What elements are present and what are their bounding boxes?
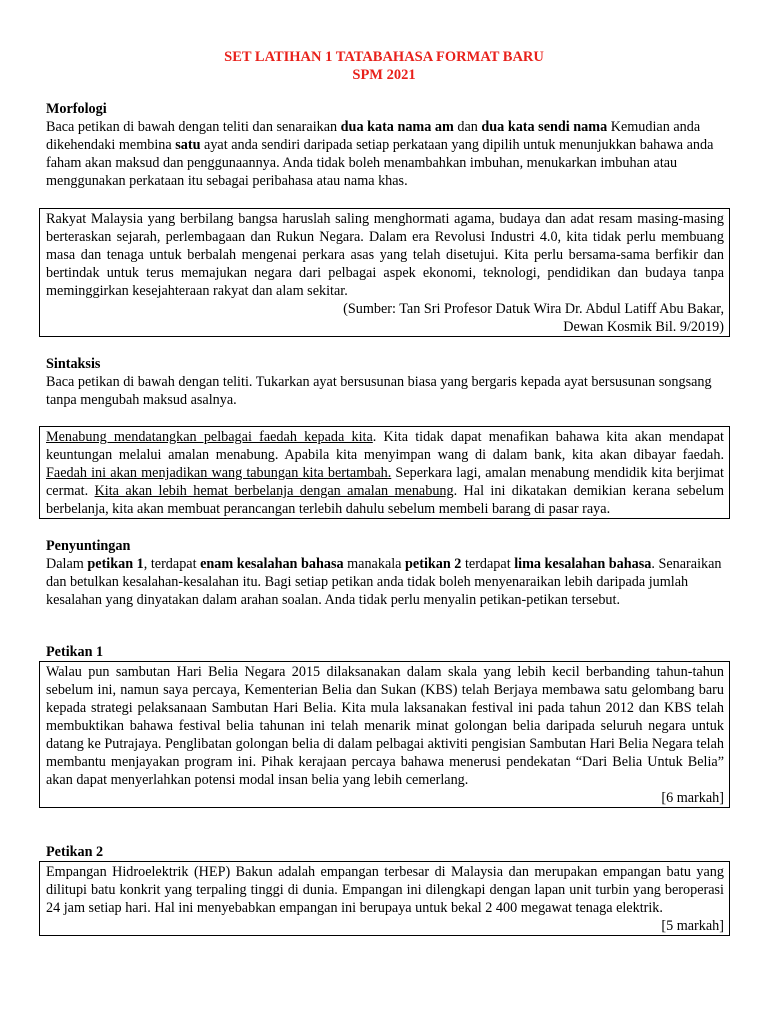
text-run: . Hal ini dikatakan demikian kerana sebelum berbelanja, kita akan membuat perancangan terlebih dahulu sebelum membeli barang di pasar raya. bbox=[46, 483, 724, 517]
petikan1-text: Walau pun sambutan Hari Belia Negara 2015 dilaksanakan dalam skala yang lebih kecil berbanding tahun-tahun sebelum ini, namun saya percaya, Kementerian Belia dan Sukan (KBS) telah Berjaya membawa satu gelombang baru kepada strategi pelaksanaan Sambutan Hari Belia. Kita mula laksanakan festival ini pada tahun 2012 dan KBS telah membuktikan bahawa festival belia tahunan ini telah menarik minat golongan belia daripada seluruh negara untuk datang ke Putrajaya. Penglibatan golongan belia di dalam pelbagai aktiviti pengisian Sambutan Hari Belia Negara telah membantu menjayakan program ini. Pihak kerajaan percaya bahawa menerusi pendekatan “Dari Belia Untuk Belia” akan dapat menyerlahkan potensi modal insan belia yang lebih cemerlang. bbox=[46, 664, 724, 788]
petikan1-marks: [6 markah] bbox=[661, 790, 724, 806]
underlined-sentence: Faedah ini akan menjadikan wang tabungan kita bertambah. bbox=[46, 465, 392, 481]
petikan1-box bbox=[39, 661, 730, 808]
text-run: Seperkara lagi, amalan menabung mendidik kita berjimat cermat. bbox=[46, 465, 724, 499]
text-run: Kemudian anda dikehendaki membina bbox=[46, 119, 701, 153]
sintaksis-passage-box bbox=[39, 426, 730, 519]
morfologi-instruction bbox=[46, 118, 736, 190]
bold-run: petikan 1 bbox=[87, 556, 144, 572]
bold-run: dua kata nama am bbox=[340, 119, 454, 135]
bold-run: dua kata sendi nama bbox=[481, 119, 608, 135]
text-run: . Kita tidak dapat menafikan bahawa kita akan mendapat keuntungan melalui amalan menabung. Apabila kita menyimpan wang di dalam bank, kita akan dibayar faedah. bbox=[46, 429, 724, 463]
sintaksis-section bbox=[46, 355, 736, 409]
text-run: Dalam bbox=[46, 556, 88, 572]
morfologi-section bbox=[46, 100, 736, 190]
morfologi-passage: Rakyat Malaysia yang berbilang bangsa haruslah saling menghormati agama, budaya dan adat resam masing-masing berteraskan sejarah, perlembagaan dan Rukun Negara. Dalam era Revolusi Industri 4.0, kita tidak perlu membuang masa dan tenaga untuk berbalah mengenai perkara asas yang telah disetujui. Kita perlu bersama-sama berfikir dan bertindak untuk terus memajukan negara dari pelbagai aspek ekonomi, teknologi, pendidikan dan budaya tanpa meminggirkan kesejahteraan rakyat dan alam sekitar. bbox=[46, 211, 724, 299]
bold-run: lima kesalahan bahasa bbox=[514, 556, 652, 572]
petikan2-heading-row bbox=[46, 843, 736, 861]
text-run: , terdapat bbox=[143, 556, 201, 572]
penyuntingan-instruction bbox=[46, 555, 736, 609]
penyuntingan-section bbox=[46, 537, 736, 609]
underlined-sentence: Kita akan lebih hemat berbelanja dengan amalan menabung bbox=[94, 483, 454, 499]
text-run: Baca petikan di bawah dengan teliti dan senaraikan bbox=[46, 119, 341, 135]
morfologi-heading: Morfologi bbox=[46, 101, 107, 117]
passage-source-line-1: (Sumber: Tan Sri Profesor Datuk Wira Dr. Abdul Latiff Abu Bakar, bbox=[343, 301, 724, 317]
title-line-2: SPM 2021 bbox=[352, 67, 416, 83]
text-run: . Senaraikan dan betulkan kesalahan-kesalahan itu. Bagi setiap petikan anda tidak boleh menyenaraikan lebih daripada jumlah kesalahan yang dinyatakan dalam arahan soalan. Anda tidak perlu menyalin petikan-petikan tersebut. bbox=[46, 556, 722, 608]
petikan1-heading-row bbox=[46, 643, 736, 661]
morfologi-passage-box bbox=[39, 208, 730, 337]
passage-source-line-2: Dewan Kosmik Bil. 9/2019) bbox=[563, 319, 724, 335]
petikan1-heading: Petikan 1 bbox=[46, 644, 104, 660]
sintaksis-instruction: Baca petikan di bawah dengan teliti. Tukarkan ayat bersusunan biasa yang bergaris kepada ayat bersusunan songsang tanpa mengubah maksud asalnya. bbox=[46, 374, 712, 408]
text-run: manakala bbox=[343, 556, 406, 572]
bold-run: enam kesalahan bahasa bbox=[200, 556, 344, 572]
title-line-1: SET LATIHAN 1 TATABAHASA FORMAT BARU bbox=[224, 49, 544, 65]
text-run: terdapat bbox=[461, 556, 515, 572]
petikan2-box bbox=[39, 861, 730, 936]
penyuntingan-heading: Penyuntingan bbox=[46, 538, 131, 554]
text-run: dan bbox=[453, 119, 482, 135]
document-title bbox=[0, 48, 768, 84]
petikan2-text: Empangan Hidroelektrik (HEP) Bakun adalah empangan terbesar di Malaysia dan merupakan empangan batu yang dilitupi batu konkrit yang terpaling tinggi di dunia. Empangan ini dilengkapi dengan lapan unit turbin yang beroperasi 24 jam setiap hari. Hal ini menyebabkan empangan ini berupaya untuk bekal 2 400 megawat tenaga elektrik. bbox=[46, 864, 724, 916]
bold-run: petikan 2 bbox=[405, 556, 462, 572]
sintaksis-passage bbox=[46, 428, 724, 518]
bold-run: satu bbox=[175, 137, 201, 153]
underlined-sentence: Menabung mendatangkan pelbagai faedah kepada kita bbox=[46, 429, 373, 445]
petikan2-heading: Petikan 2 bbox=[46, 844, 104, 860]
sintaksis-heading: Sintaksis bbox=[46, 356, 101, 372]
petikan2-marks: [5 markah] bbox=[661, 918, 724, 934]
text-run: ayat anda sendiri daripada setiap perkataan yang dipilih untuk menunjukkan bahawa anda faham akan maksud dan penggunaannya. Anda tidak boleh menambahkan imbuhan, menukarkan imbuhan atau menggunakan perkataan itu sebagai peribahasa atau nama khas. bbox=[46, 137, 714, 189]
